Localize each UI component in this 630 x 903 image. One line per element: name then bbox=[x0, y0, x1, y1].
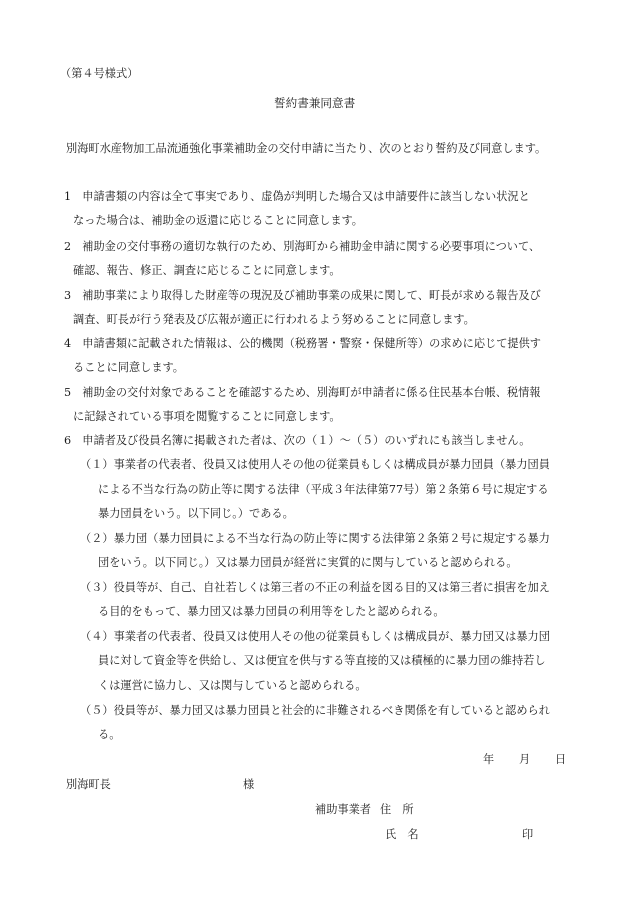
subitem-5-line-2: る。 bbox=[98, 728, 121, 741]
subitem-4-line-1: （４）事業者の代表者、役員又は使用人その他の従業員もしくは構成員が、暴力団又は暴力団 bbox=[80, 630, 550, 643]
date-month-label: 月 bbox=[519, 753, 531, 766]
subitem-5-line-1: （５）役員等が、暴力団又は暴力団員と社会的に非難されるべき関係を有していると認められ bbox=[80, 704, 550, 717]
subitem-1-line-1: （１）事業者の代表者、役員又は使用人その他の従業員もしくは構成員が暴力団員（暴力団員 bbox=[80, 458, 550, 471]
subitem-3-line-1: （３）役員等が、自己、自社若しくは第三者の不正の利益を図る目的又は第三者に損害を加え bbox=[80, 581, 550, 594]
item-6-line-1: 6 申請者及び役員名簿に掲載された者は、次の（１）～（５）のいずれにも該当しません。 bbox=[64, 434, 531, 447]
subitem-2-line-2: 団をいう。以下同じ。）又は暴力団員が経営に実質的に関与していると認められる。 bbox=[98, 556, 518, 569]
subitem-4-line-3: くは運営に協力し、又は関与していると認められる。 bbox=[98, 679, 367, 692]
date-year-label: 年 bbox=[483, 753, 495, 766]
seal-mark: 印 bbox=[522, 828, 534, 841]
date-day-label: 日 bbox=[555, 753, 567, 766]
form-number: （第４号様式） bbox=[60, 67, 139, 80]
item-1-line-2: なった場合は、補助金の返還に応じることに同意します。 bbox=[73, 214, 363, 227]
subitem-1-line-2: による不当な行為の防止等に関する法律（平成３年法律第77号）第２条第６号に規定する bbox=[98, 483, 549, 496]
subitem-3-line-2: る目的をもって、暴力団又は暴力団員の利用等をしたと認められる。 bbox=[98, 605, 445, 618]
preamble: 別海町水産物加工品流通強化事業補助金の交付申請に当たり、次のとおり誓約及び同意します。 bbox=[66, 142, 547, 155]
subitem-4-line-2: 員に対して資金等を供給し、又は便宜を供与する等直接的又は積極的に暴力団の維持若し bbox=[98, 654, 546, 667]
name-label: 氏 名 bbox=[385, 828, 419, 841]
applicant-role-label: 補助事業者 bbox=[315, 803, 371, 816]
item-5-line-2: に記録されている事項を閲覧することに同意します。 bbox=[73, 410, 341, 423]
item-4-line-2: ることに同意します。 bbox=[73, 361, 184, 374]
item-3-line-2: 調査、町長が行う発表及び広報が適正に行われるよう努めることに同意します。 bbox=[73, 313, 475, 326]
item-5-line-1: 5 補助金の交付対象であることを確認するため、別海町が申請者に係る住民基本台帳、税情報 bbox=[64, 386, 541, 399]
item-1-line-1: 1 申請書類の内容は全て事実であり、虚偽が判明した場合又は申請要件に該当しない状況と bbox=[64, 190, 530, 203]
item-2-line-1: 2 補助金の交付事務の適切な執行のため、別海町から補助金申請に関する必要事項について、 bbox=[64, 240, 541, 253]
document-title: 誓約書兼同意書 bbox=[274, 96, 356, 110]
item-4-line-1: 4 申請書類に記載された情報は、公的機関（税務署・警察・保健所等）の求めに応じて提供す bbox=[64, 337, 541, 350]
item-2-line-2: 確認、報告、修正、調査に応じることに同意します。 bbox=[73, 264, 341, 277]
subitem-1-line-3: 暴力団員をいう。以下同じ。）である。 bbox=[98, 507, 294, 520]
addressee-honorific: 様 bbox=[243, 778, 255, 791]
address-label: 住 所 bbox=[380, 803, 414, 816]
addressee-name: 別海町長 bbox=[66, 778, 111, 791]
item-3-line-1: 3 補助事業により取得した財産等の現況及び補助事業の成果に関して、町長が求める報告及び bbox=[64, 289, 541, 302]
subitem-2-line-1: （２）暴力団（暴力団員による不当な行為の防止等に関する法律第２条第２号に規定する暴力 bbox=[80, 532, 550, 545]
